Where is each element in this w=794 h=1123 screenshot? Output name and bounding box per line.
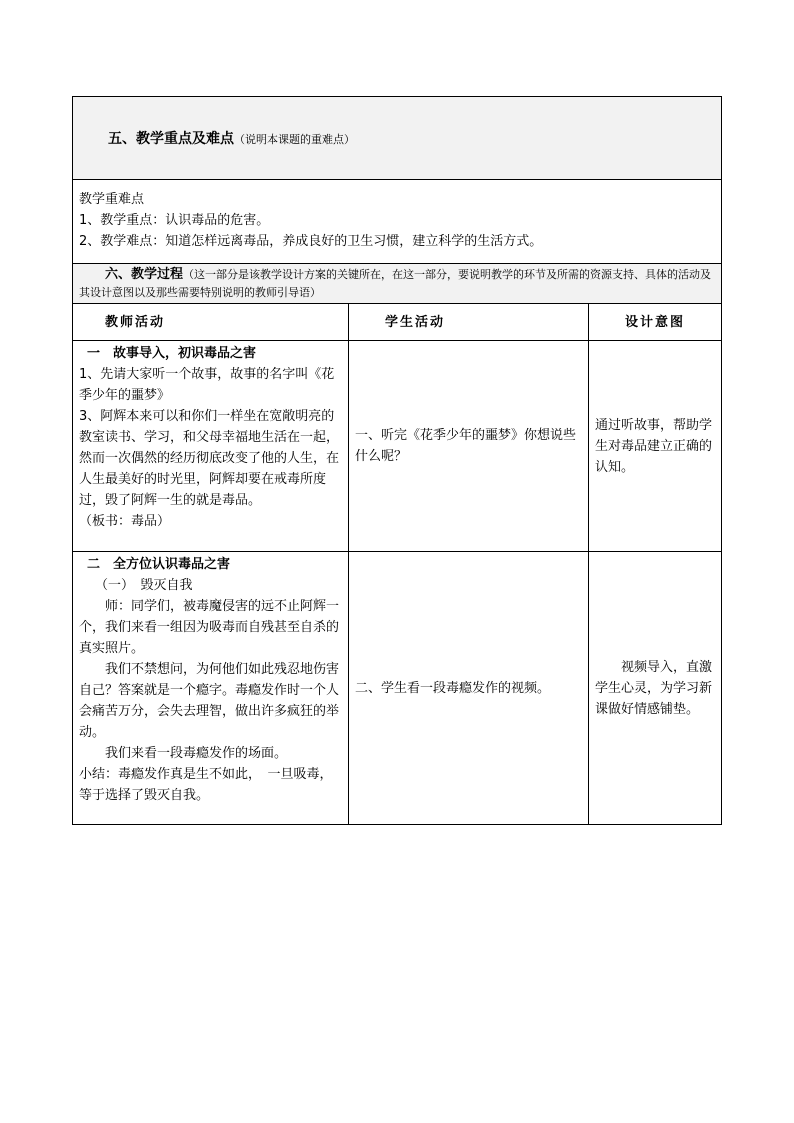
teacher-step-summary: 小结：毒瘾发作真是生不如此， 一旦吸毒，等于选择了毁灭自我。 <box>79 767 333 803</box>
teacher-activity-cell <box>73 341 349 552</box>
lesson-plan-page <box>72 96 721 825</box>
teacher-step-line: 我们来看一段毒瘾发作的场面。 <box>105 746 288 761</box>
teacher-step-title: 二 全方位认识毒品之害 <box>87 557 231 572</box>
lesson-plan-table <box>72 96 722 825</box>
header-design-intent: 设计意图 <box>589 304 722 341</box>
teacher-step-line: 我们不禁想问，为何他们如此残忍地伤害自己？答案就是一个瘾字。毒瘾发作时一个人会痛苦万分，会失去理智，做出许多疯狂的举动。 <box>79 662 340 740</box>
section5-title: 五、教学重点及难点 <box>108 131 234 147</box>
teacher-substep-title: （一） 毁灭自我 <box>95 578 193 593</box>
design-intent-text: 视频导入，直激学生心灵，为学习新课做好情感铺垫。 <box>595 659 713 717</box>
section5-header <box>73 97 722 180</box>
table-row <box>73 341 722 552</box>
design-intent-text: 通过听故事，帮助学生对毒品建立正确的认知。 <box>595 417 713 475</box>
design-intent-cell <box>589 552 722 825</box>
student-activity-text: 二、学生看一段毒瘾发作的视频。 <box>355 680 551 696</box>
student-activity-cell <box>349 341 589 552</box>
header-student-activity: 学生活动 <box>349 304 589 341</box>
key-points-heading: 教学重难点 <box>79 192 145 207</box>
teacher-step-line: （板书：毒品） <box>79 514 171 529</box>
design-intent-cell <box>589 341 722 552</box>
student-activity-cell <box>349 552 589 825</box>
table-row <box>73 552 722 825</box>
section6-title: 六、教学过程 <box>105 267 184 282</box>
teacher-activity-cell <box>73 552 349 825</box>
teacher-step-line: 师：同学们，被毒魔侵害的远不止阿辉一个，我们来看一组因为吸毒而自残甚至自杀的真实照片。 <box>79 599 340 656</box>
teacher-step-line: 3、阿辉本来可以和你们一样坐在宽敞明亮的教室读书、学习，和父母幸福地生活在一起，然而一次偶然的经历彻底改变了他的人生，在人生最美好的时光里，阿辉却要在戒毒所度过，毁了阿辉一生的就是毒品。 <box>79 409 340 508</box>
teacher-step-title: 一 故事导入，初识毒品之害 <box>87 346 257 361</box>
key-points-difficulty: 2、教学难点：知道怎样远离毒品，养成良好的卫生习惯，建立科学的生活方式。 <box>79 234 543 249</box>
section5-note: （说明本课题的重难点） <box>234 133 355 146</box>
header-teacher-activity: 教师活动 <box>73 304 349 341</box>
section6-header <box>73 264 722 304</box>
section6-note: （这一部分是该教学设计方案的关键所在，在这一部分，要说明教学的环节及所需的资源支持、具体的活动及其设计意图以及那些需要特别说明的教师引导语） <box>79 268 712 299</box>
key-points-focus: 1、教学重点：认识毒品的危害。 <box>79 213 270 228</box>
key-points-cell <box>73 180 722 264</box>
teacher-step-line: 1、先请大家听一个故事，故事的名字叫《花季少年的噩梦》 <box>79 367 335 403</box>
student-activity-text: 一、听完《花季少年的噩梦》你想说些什么呢？ <box>355 428 577 464</box>
